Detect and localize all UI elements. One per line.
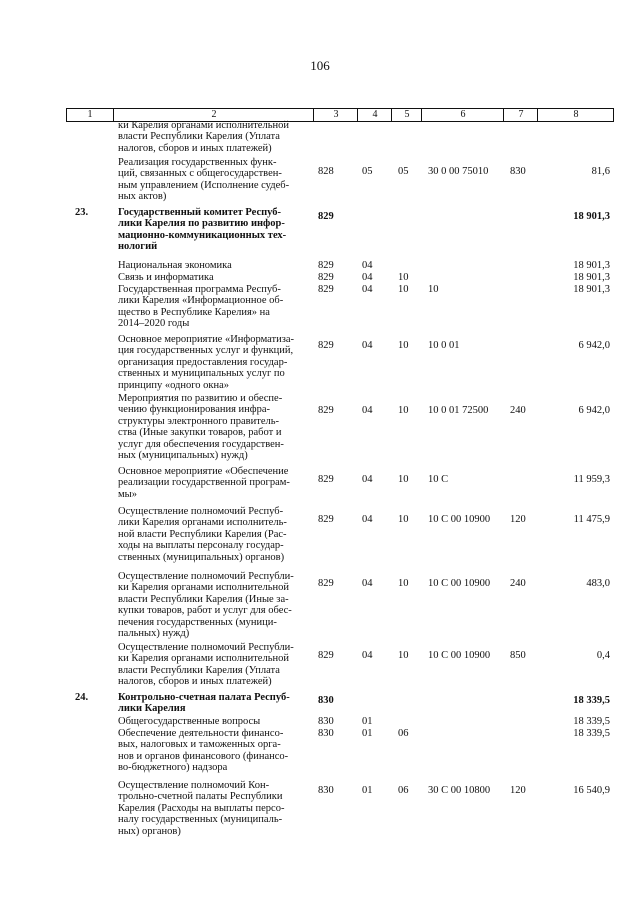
cell-c6: 30 0 00 75010 [428,166,489,177]
cell-c4: 04 [362,340,373,351]
cell-c4: 04 [362,284,373,295]
cell-c3: 829 [318,272,334,283]
cell-name: Осуществление полномочий Республи- ки Карелия органами исполнительной власти Республики Карелия (Уплата налогов, сборов и иных платежей) [118,642,294,688]
page-number: 106 [310,58,330,73]
cell-c7: 240 [510,578,526,589]
cell-name: ки Карелия органами исполнительной власти Республики Карелия (Уплата налогов, сборов и иных платежей) [118,120,289,154]
cell-c6: 10 С 00 10900 [428,578,491,589]
cell-name: Осуществление полномочий Респуб- лики Карелия органами исполнитель- ной власти Республики Карелия (Рас- ходы на выплаты персоналу государ- ственных (муниципальных) органов) [118,506,287,563]
cell-c4: 04 [362,405,373,416]
cell-name: Основное мероприятие «Информатиза- ция государственных услуг и функций, организация предоставления государ- ственных и муниципальных услуг по принципу «одного окна» [118,334,295,391]
cell-num: 24. [75,692,89,703]
cell-c4: 04 [362,514,373,525]
cell-c4: 01 [362,785,373,796]
cell-c3: 828 [318,166,334,177]
cell-c8: 18 901,3 [573,260,610,271]
cell-c3: 829 [318,514,334,525]
cell-name: Основное мероприятие «Обеспечение реализации государственной програм- мы» [118,466,290,500]
cell-name: Мероприятия по развитию и обеспе- чению функционирования инфра- структуры электронного правитель- ства (Иные закупки товаров, работ и услуг для обеспечения государствен- ных (муниципальных) нужд) [118,393,284,462]
cell-c8: 11 959,3 [573,474,610,485]
cell-c3: 830 [318,716,334,727]
cell-c3: 829 [318,211,334,222]
cell-c4: 01 [362,728,373,739]
cell-c5: 05 [398,166,409,177]
cell-c6: 10 С [428,474,449,485]
cell-c3: 830 [318,785,334,796]
cell-c3: 829 [318,578,334,589]
cell-c7: 120 [510,785,526,796]
header-col-4: 4 [357,109,392,121]
cell-c4: 04 [362,260,373,271]
cell-c6: 10 [428,284,439,295]
cell-c8: 18 339,5 [573,728,610,739]
cell-c5: 10 [398,578,409,589]
cell-c3: 829 [318,650,334,661]
cell-name: Осуществление полномочий Республи- ки Карелия органами исполнительной власти Республики Карелия (Иные за- купки товаров, работ и услуг для обес- печения государственных (муници- пальных) нужд) [118,571,294,640]
header-col-1: 1 [87,109,93,120]
cell-name: Общегосударственные вопросы [118,716,261,727]
cell-c8: 483,0 [586,578,610,589]
cell-c5: 06 [398,785,409,796]
cell-c5: 10 [398,272,409,283]
cell-c3: 830 [318,728,334,739]
cell-c8: 18 901,3 [573,211,610,222]
header-col-8: 8 [537,109,614,121]
header-col-6: 6 [421,109,504,121]
cell-c8: 11 475,9 [573,514,610,525]
cell-c4: 04 [362,578,373,589]
cell-c4: 04 [362,474,373,485]
cell-c4: 04 [362,272,373,283]
cell-c6: 10 С 00 10900 [428,514,491,525]
cell-c4: 05 [362,166,373,177]
cell-c4: 01 [362,716,373,727]
cell-name: Государственная программа Респуб- лики Карелия «Информационное об- щество в Республике Карелия» на 2014–2020 годы [118,284,284,330]
cell-c5: 10 [398,340,409,351]
header-col-7: 7 [503,109,538,121]
cell-c8: 18 339,5 [573,695,610,706]
cell-c5: 10 [398,514,409,525]
header-col-2: 2 [113,109,314,121]
cell-c7: 850 [510,650,526,661]
cell-c3: 829 [318,284,334,295]
cell-name: Связь и информатика [118,272,214,283]
cell-c3: 829 [318,474,334,485]
cell-c7: 240 [510,405,526,416]
cell-c8: 6 942,0 [578,340,610,351]
cell-c6: 10 0 01 [428,340,460,351]
cell-c5: 10 [398,405,409,416]
cell-c8: 18 901,3 [573,272,610,283]
cell-c5: 06 [398,728,409,739]
cell-c8: 0,4 [596,650,610,661]
cell-name: Осуществление полномочий Кон- трольно-счетной палаты Республики Карелия (Расходы на выплаты персо- налу государственных (муниципаль- ных) органов) [118,780,285,837]
cell-name: Государственный комитет Респуб- лики Карелия по развитию инфор- мационно-коммуникационных тех- нологий [118,207,287,253]
cell-name: Национальная экономика [118,260,232,271]
cell-c8: 18 901,3 [573,284,610,295]
header-col-5: 5 [391,109,422,121]
cell-c3: 830 [318,695,334,706]
cell-c6: 10 0 01 72500 [428,405,489,416]
cell-c7: 830 [510,166,526,177]
cell-c6: 30 С 00 10800 [428,785,491,796]
cell-c8: 18 339,5 [573,716,610,727]
cell-name: Реализация государственных функ- ций, связанных с общегосударствен- ным управлением (Исполнение судеб- ных актов) [118,157,290,203]
cell-c7: 120 [510,514,526,525]
cell-c5: 10 [398,474,409,485]
cell-c3: 829 [318,340,334,351]
cell-c3: 829 [318,405,334,416]
cell-num: 23. [75,207,89,218]
cell-name: Контрольно-счетная палата Респуб- лики Карелия [118,692,290,715]
cell-c3: 829 [318,260,334,271]
cell-name: Обеспечение деятельности финансо- вых, налоговых и таможенных орга- нов и органов финансового (финансо- во-бюджетного) надзора [118,728,289,774]
cell-c8: 81,6 [591,166,610,177]
header-col-3: 3 [313,109,358,121]
cell-c8: 6 942,0 [578,405,610,416]
cell-c5: 10 [398,284,409,295]
cell-c8: 16 540,9 [573,785,610,796]
cell-c4: 04 [362,650,373,661]
cell-c6: 10 С 00 10900 [428,650,491,661]
cell-c5: 10 [398,650,409,661]
